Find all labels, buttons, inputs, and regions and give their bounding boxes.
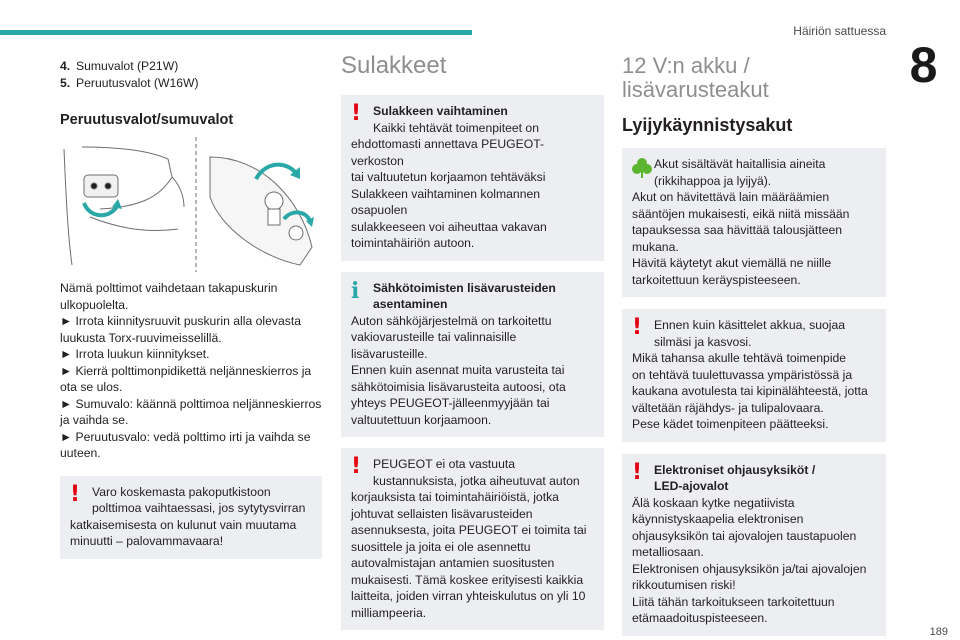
chapter-number: 8 bbox=[909, 37, 938, 93]
section-heading: Peruutusvalot/sumuvalot bbox=[60, 112, 234, 128]
list-item: 5. Peruutusvalot (W16W) bbox=[60, 75, 199, 90]
instructions-text: Nämä polttimot vaihdetaan takapuskurin ulkopuolelta. ► Irrota kiinnitysruuvit puskurin alla olevasta luukusta Torx-ruuvimeisselillä. ► Irrota luukun kiinnitykset. ► Kierrä polttimonpidikettä neljänneskierros ja ota se ulos. ► Sumuvalo: käännä polttimoa neljänneskierros ja vaihda se. ► Peruutusvalo: vedä polttimo irti ja vaihda se uuteen. bbox=[60, 281, 322, 460]
column-middle bbox=[341, 52, 604, 630]
info-icon: i bbox=[351, 277, 360, 304]
page-number: 189 bbox=[929, 626, 948, 638]
header-accent-bar bbox=[0, 30, 472, 35]
recycling-icon bbox=[632, 157, 652, 179]
section-title: 12 V:n akku / lisävarusteakut bbox=[622, 53, 769, 102]
warning-icon: ! bbox=[70, 481, 81, 507]
warning-icon: ! bbox=[632, 315, 643, 340]
recycling-box: Akut sisältävät haitallisia aineita (rikkihappoa ja lyijyä). Akut on hävitettävä lain määräämien sääntöjen mukaisesti, eikä niitä missään tapauksessa saa hävittää talousjätteen mukana. Hävitä käytetyt akut viemällä ne niille tarkoitettuun keräyspisteeseen. bbox=[622, 148, 886, 297]
list-item: 4. Sumuvalot (P21W) bbox=[60, 59, 179, 73]
warning-box: ! Elektroniset ohjausyksiköt / LED-ajovalot Älä koskaan kytke negatiivista käynnistyskaapelia elektronisen ohjausyksikön tai ajovalojen taustapuolen metalliosaan. Elektronisen ohjausyksikön ja/tai ajovalojen rikkoutumisen riski! Liitä tähän tarkoitukseen tarkoitettuun etämaadoituspisteeseen. bbox=[622, 454, 886, 636]
section-title: Sulakkeet bbox=[341, 52, 447, 79]
warning-box: ! Varo koskemasta pakoputkistoon polttimoa vaihtaessasi, jos sytytysvirran katkaisemisesta on kulunut vain muutama minuutti – palovammavaara! bbox=[60, 476, 322, 559]
column-left bbox=[60, 58, 322, 559]
chapter-header-title: Häiriön sattuessa bbox=[793, 24, 886, 38]
warning-icon: ! bbox=[351, 101, 362, 126]
warning-icon: ! bbox=[351, 454, 362, 479]
warning-box: ! Ennen kuin käsittelet akkua, suojaa silmäsi ja kasvosi. Mikä tahansa akulle tehtävä toimenpide on tehtävä tuulettuvassa ympäristössä ja kaukana avotulesta tai kipinälähteestä, jotta vältetään räjähdys- ja tulipalovaara. Pese kädet toimenpiteen päätteeksi. bbox=[622, 309, 886, 442]
bumper-lamp-illustration bbox=[60, 137, 322, 272]
warning-box: ! PEUGEOT ei ota vastuuta kustannuksista, jotka aiheutuvat auton korjauksista tai toimintahäiriöistä, jotka johtuvat sellaisten lisävarusteiden asennuksesta, joita PEUGEOT ei toimita tai suosittele ja joita ei ole asennettu autovalmistajan antamien suositusten mukaisesti. Tämä koskee erityisesti kaikkia laitteita, joiden virran yhteiskulutus on yli 10 milliampeeria. bbox=[341, 448, 604, 630]
info-box: i Sähkötoimisten lisävarusteiden asentaminen Auton sähköjärjestelmä on tarkoitettu vakiovarusteille tai valinnaisille lisävarusteille. Ennen kuin asennat muita varusteita tai sähkötoimisia lisävarusteita autoosi, ota yhteys PEUGEOT-jälleenmyyjään tai valtuutettuun korjaamoon. bbox=[341, 272, 604, 438]
warning-box: ! Sulakkeen vaihtaminen Kaikki tehtävät toimenpiteet on ehdottomasti annettava PEUGEOT-verkoston tai valtuutetun korjaamon tehtäväksi Sulakkeen vaihtaminen kolmannen osapuolen sulakkeeseen voi aiheuttaa vakavan toimintahäiriön autoon. bbox=[341, 95, 604, 261]
column-right bbox=[622, 53, 886, 636]
section-subtitle: Lyijykäynnistysakut bbox=[622, 115, 793, 135]
warning-icon: ! bbox=[632, 459, 643, 485]
